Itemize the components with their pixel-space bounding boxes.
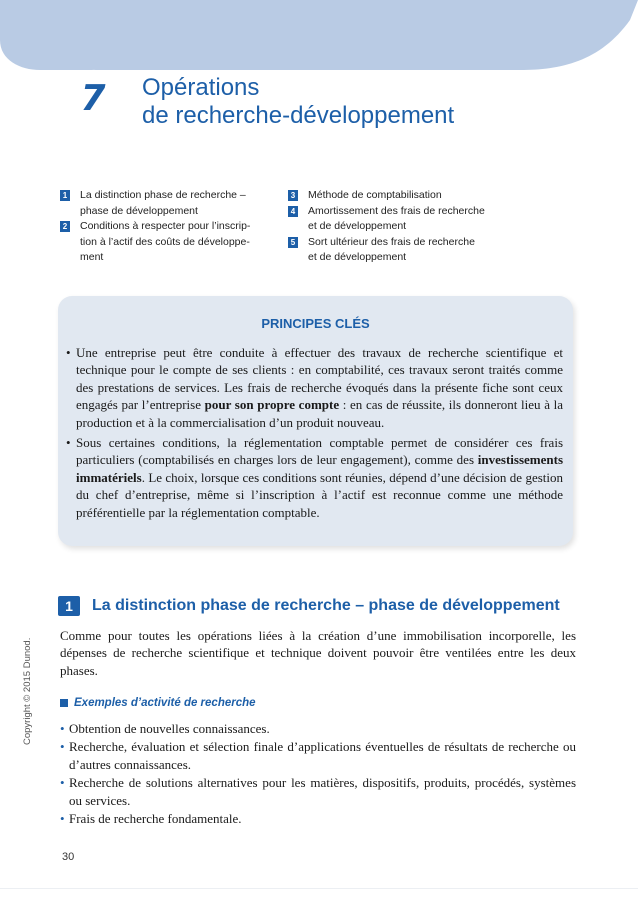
page-number: 30	[62, 851, 75, 863]
key-principles-box	[58, 296, 573, 546]
toc-line: tion à l’actif des coûts de développe-	[80, 235, 250, 248]
bullet-dot-icon: •	[66, 435, 71, 451]
chapter-title-line-1: Opérations	[142, 74, 260, 101]
toc-line: ment	[80, 251, 104, 263]
list-item	[60, 810, 576, 827]
principle-emphasis: investissements immatériels	[76, 452, 563, 485]
chapter-title	[142, 74, 454, 130]
section-number: 1	[58, 596, 80, 616]
toc-number: 5	[288, 237, 298, 248]
toc-line: Sort ultérieur des frais de recherche	[308, 235, 475, 248]
list-item	[60, 720, 576, 737]
toc-line: La distinction phase de recherche –	[80, 189, 246, 201]
list-item-text: Frais de recherche fondamentale.	[69, 811, 242, 827]
bullet-dot-icon: •	[66, 345, 71, 360]
toc-line: Méthode de comptabilisation	[308, 189, 442, 201]
toc-line: Conditions à respecter pour l’inscrip-	[80, 220, 251, 232]
toc-line: et de développement	[308, 220, 407, 232]
examples-heading	[60, 697, 256, 709]
toc-number: 2	[60, 221, 70, 232]
principle-text: . Le choix, lorsque ces conditions sont réunies, dépend d’une décision de gestion du chef d’entreprise, même si l’inscription à l’actif est reconnue comme une méthode préférentielle par la réglementation comptable.	[76, 469, 563, 520]
copyright-notice: Copyright © 2015 Dunod.	[22, 637, 33, 745]
section-heading	[58, 596, 560, 616]
toc-line: Amortissement des frais de recherche	[308, 204, 485, 217]
principle-text: Sous certaines conditions, la réglementation comptable permet de considérer ces frais particuliers (comptabilisés en charges lors de leur engagement), comme des	[76, 435, 563, 468]
principle-text: : en cas de réussite, ils donneront lieu à la production et à la commercialisation d’un produit nouveau.	[76, 397, 563, 430]
toc-item[interactable]	[288, 204, 528, 235]
chapter-title-line-2: de recherche-développement	[142, 102, 455, 129]
toc-item[interactable]	[288, 235, 528, 266]
principle-emphasis: pour son propre compte	[204, 397, 340, 413]
list-item-text: Recherche de solutions alternatives pour les matières, dispositifs, produits, procédés, systèmes ou services.	[69, 775, 576, 808]
divider	[0, 888, 638, 889]
examples-list	[60, 720, 576, 828]
chapter-number: 7	[80, 77, 106, 119]
table-of-contents-right	[288, 188, 528, 266]
toc-line: et de développement	[308, 251, 407, 263]
toc-item[interactable]	[60, 219, 260, 266]
table-of-contents-left	[60, 188, 260, 266]
chapter-number-badge	[62, 70, 124, 126]
principle-text: Une entreprise peut être conduite à effectuer des travaux de recherche scientifique et technique pour le compte de ses clients : en comptabilité, ces travaux seront traités comme des prestations de services. Les frais de recherche évoqués dans la présente fiche sont ceux engagés par l’entreprise	[76, 345, 563, 413]
bullet-dot-icon: •	[60, 721, 65, 736]
toc-number: 1	[60, 190, 70, 201]
list-item	[60, 738, 576, 773]
principle-bullet	[66, 434, 563, 521]
principle-bullet	[66, 344, 563, 431]
bullet-dot-icon: •	[60, 775, 65, 791]
toc-item[interactable]	[60, 188, 260, 219]
examples-heading-text: Exemples d’activité de recherche	[74, 697, 256, 709]
bullet-dot-icon: •	[60, 739, 65, 755]
toc-number: 3	[288, 190, 298, 201]
list-item-text: Obtention de nouvelles connaissances.	[69, 721, 270, 736]
section-title: La distinction phase de recherche – phase de développement	[92, 597, 560, 614]
list-item-text: Recherche, évaluation et sélection finale d’applications éventuelles de résultats de recherche ou d’autres connaissances.	[69, 739, 576, 772]
toc-item[interactable]	[288, 188, 528, 204]
key-principles-heading: PRINCIPES CLÉS	[261, 316, 370, 331]
toc-number: 4	[288, 206, 298, 217]
section-intro: Comme pour toutes les opérations liées à la création d’une immobilisation incorporelle, les dépenses de recherche scientifique et technique doivent pouvoir être ventilées entre les deux phases.	[60, 628, 576, 678]
list-item	[60, 774, 576, 809]
bullet-dot-icon: •	[60, 811, 65, 827]
toc-line: phase de développement	[80, 204, 198, 217]
square-bullet-icon	[60, 699, 68, 707]
